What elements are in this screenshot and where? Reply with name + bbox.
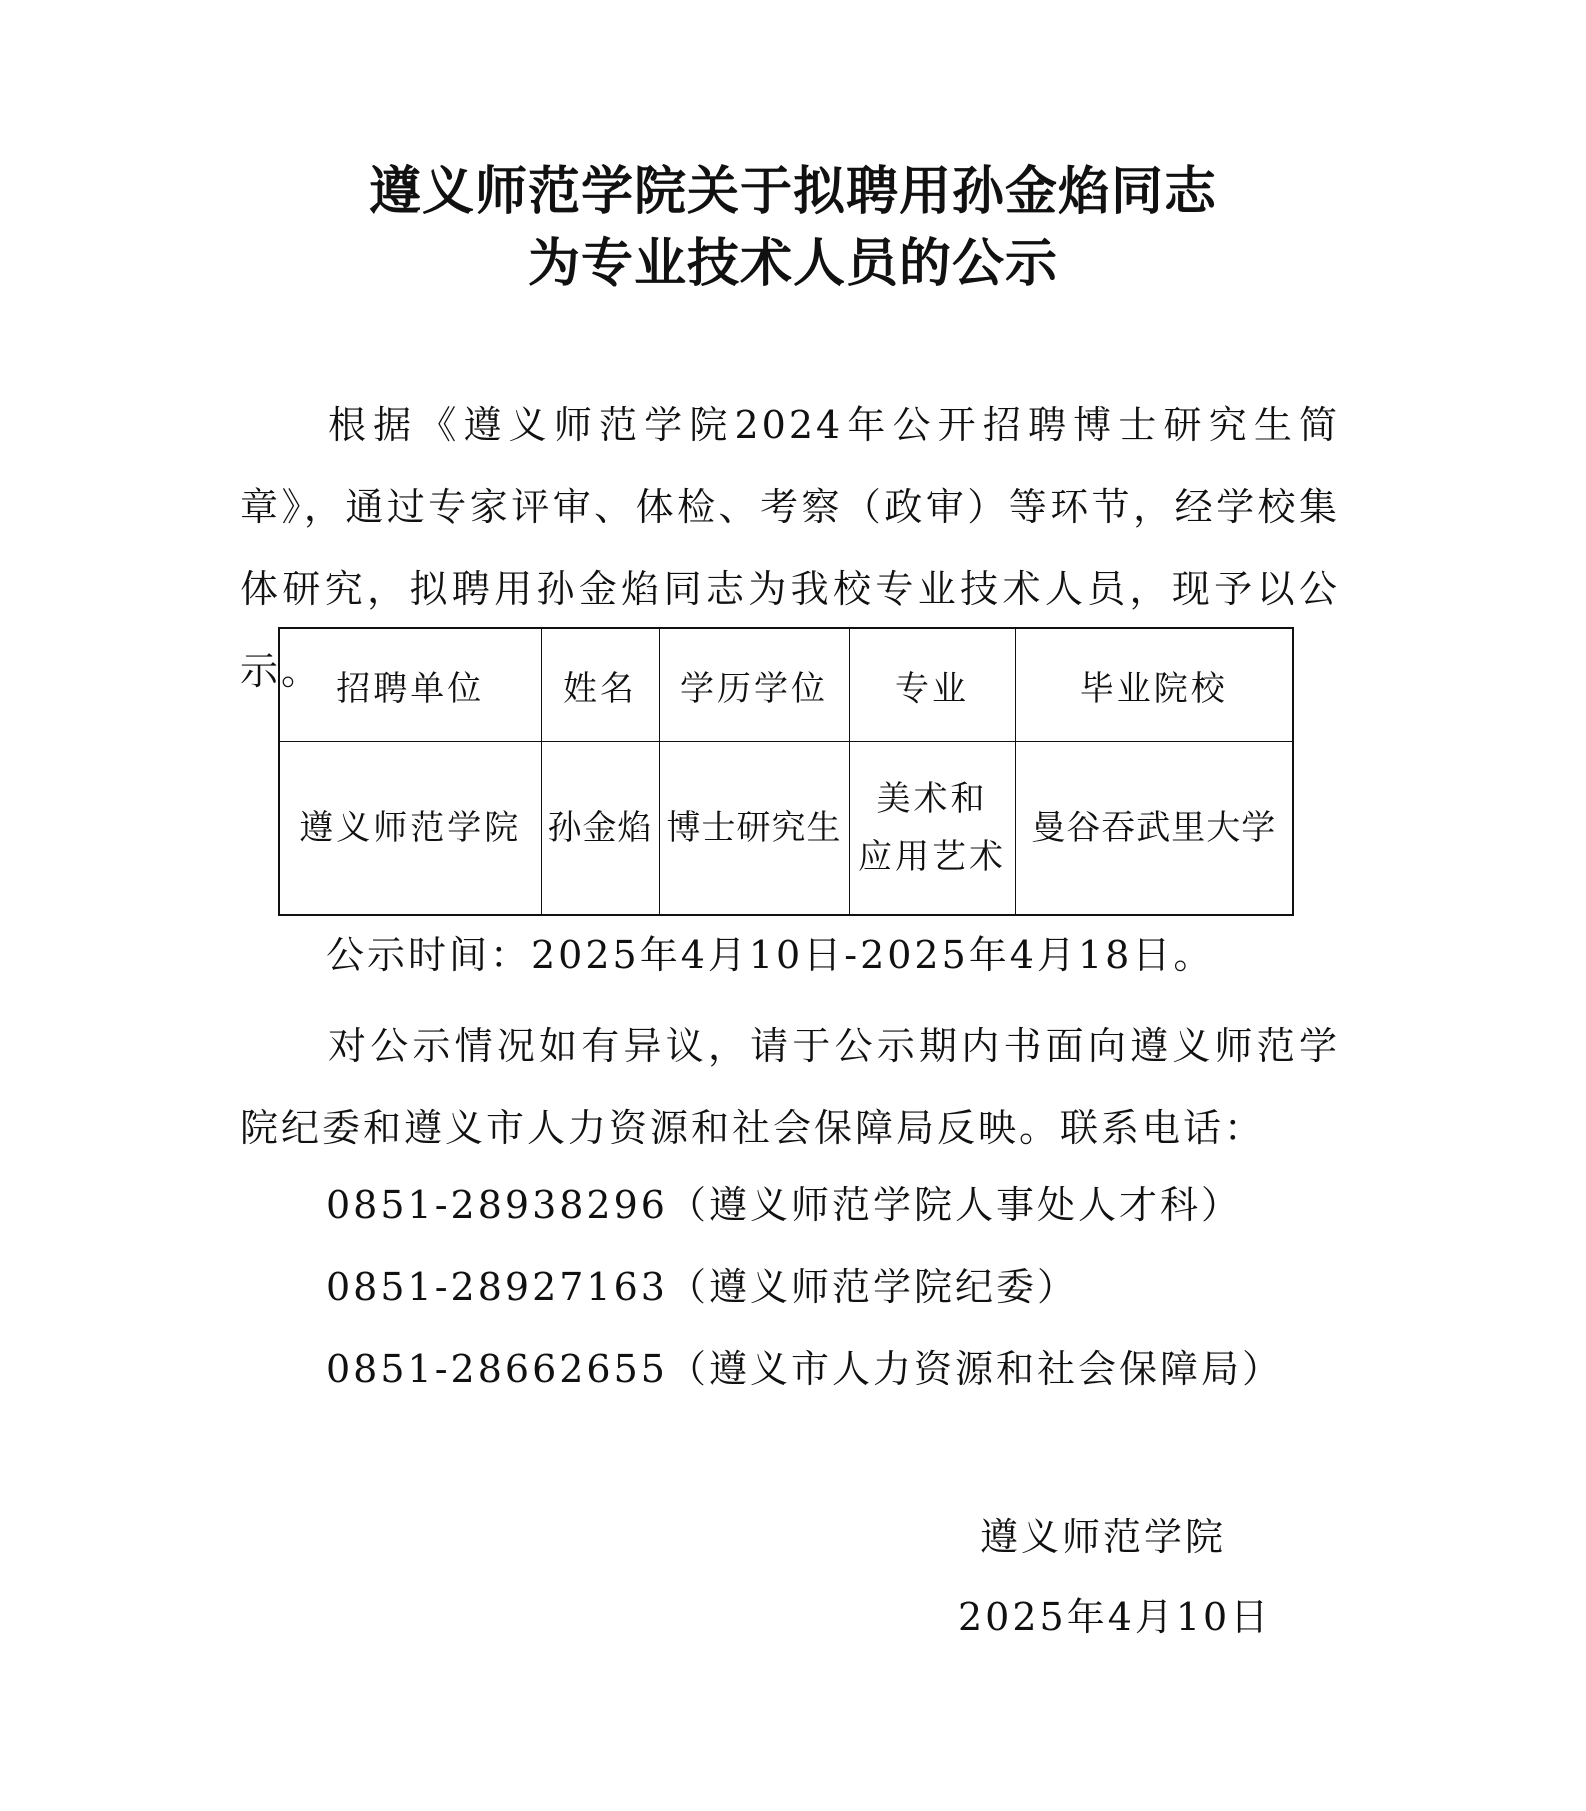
document-title-line-2: 为专业技术人员的公示: [527, 234, 1058, 294]
table-row: [279, 742, 1293, 916]
notice-period: 公示时间：2025年4月10日-2025年4月18日。: [326, 933, 1215, 977]
cell-name: 孙金焰: [541, 742, 659, 916]
contact-phone-discipline: 0851-28927163（遵义师范学院纪委）: [326, 1265, 1078, 1309]
cell-degree: 博士研究生: [659, 742, 849, 916]
signature-organization: 遵义师范学院: [980, 1515, 1227, 1559]
cell-major-line-2: 应用艺术: [858, 837, 1006, 877]
document-title-line-1: 遵义师范学院关于拟聘用孙金焰同志: [368, 162, 1217, 222]
header-degree: 学历学位: [659, 628, 849, 742]
table-header-row: [279, 628, 1293, 742]
cell-unit: 遵义师范学院: [279, 742, 541, 916]
header-school: 毕业院校: [1015, 628, 1293, 742]
candidate-table: [278, 627, 1294, 916]
contact-phone-hrss-bureau: 0851-28662655（遵义市人力资源和社会保障局）: [326, 1347, 1283, 1391]
objection-paragraph: 对公示情况如有异议，请于公示期内书面向遵义师范学院纪委和遵义市人力资源和社会保障局反映。联系电话：: [240, 1024, 1340, 1150]
cell-school: 曼谷吞武里大学: [1015, 742, 1293, 916]
intro-paragraph: 根据《遵义师范学院2024年公开招聘博士研究生简章》，通过专家评审、体检、考察（政审）等环节，经学校集体研究，拟聘用孙金焰同志为我校专业技术人员，现予以公示。: [240, 403, 1340, 693]
contact-phone-hr: 0851-28938296（遵义师范学院人事处人才科）: [326, 1183, 1242, 1227]
header-unit: 招聘单位: [279, 628, 541, 742]
header-name: 姓名: [541, 628, 659, 742]
header-major: 专业: [849, 628, 1015, 742]
signature-date: 2025年4月10日: [958, 1595, 1272, 1639]
cell-major-line-1: 美术和: [876, 779, 988, 819]
cell-major: [849, 742, 1015, 916]
